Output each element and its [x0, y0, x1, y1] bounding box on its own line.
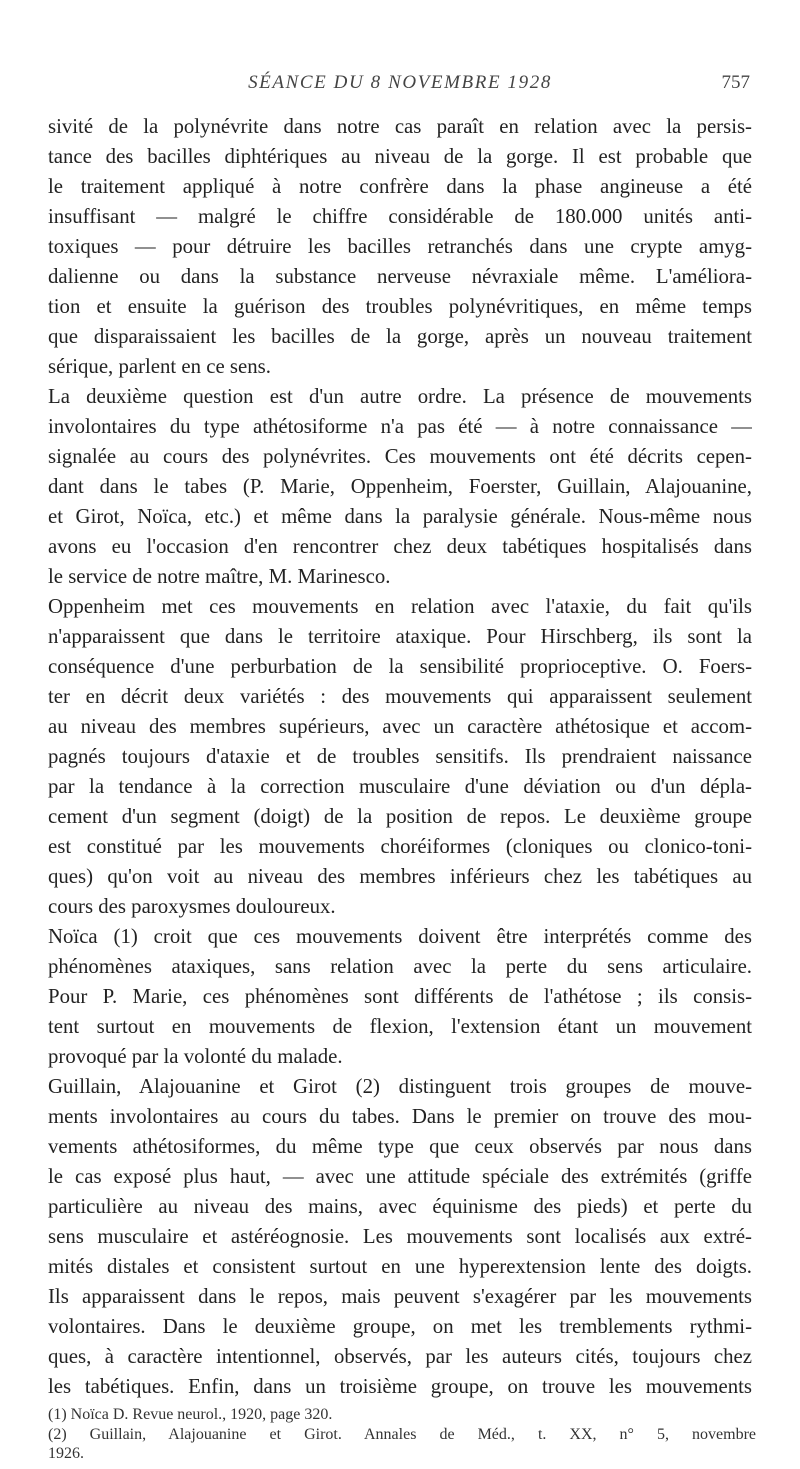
text-line: ques) qu'on voit au niveau des membres inférieurs chez les tabétiques au	[48, 865, 752, 888]
text-line: Ils apparaissent dans le repos, mais peuvent s'exagérer par les mouvements	[48, 1285, 752, 1308]
text-line: dalienne ou dans la substance nerveuse névraxiale même. L'améliora-	[48, 265, 752, 288]
text-line: La deuxième question est d'un autre ordre. La présence de mouvements	[48, 385, 752, 408]
text-line: phénomènes ataxiques, sans relation avec la perte du sens articulaire.	[48, 955, 752, 978]
text-line: toxiques — pour détruire les bacilles retranchés dans une crypte amyg-	[48, 235, 752, 258]
running-title: SÉANCE DU 8 NOVEMBRE 1928	[248, 72, 552, 93]
text-line: Oppenheim met ces mouvements en relation avec l'ataxie, du fait qu'ils	[48, 595, 752, 618]
text-line: cours des paroxysmes douloureux.	[48, 895, 336, 918]
text-line: involontaires du type athétosiforme n'a pas été — à notre connaissance —	[48, 415, 752, 438]
footnote-1: (1) Noïca D. Revue neurol., 1920, page 320.	[48, 1406, 333, 1423]
text-line: Guillain, Alajouanine et Girot (2) distinguent trois groupes de mouve-	[48, 1075, 752, 1098]
text-line: dant dans le tabes (P. Marie, Oppenheim, Foerster, Guillain, Alajouanine,	[48, 475, 752, 498]
text-line: volontaires. Dans le deuxième groupe, on met les tremblements rythmi-	[48, 1315, 752, 1338]
text-line: le traitement appliqué à notre confrère dans la phase angineuse a été	[48, 175, 752, 198]
text-line: conséquence d'une perburbation de la sensibilité proprioceptive. O. Foers-	[48, 655, 752, 678]
text-line: avons eu l'occasion d'en rencontrer chez deux tabétiques hospitalisés dans	[48, 535, 752, 558]
text-line: est constitué par les mouvements choréiformes (cloniques ou clonico-toni-	[48, 835, 752, 858]
text-line: et Girot, Noïca, etc.) et même dans la paralysie générale. Nous-même nous	[48, 505, 752, 528]
text-line: sivité de la polynévrite dans notre cas paraît en relation avec la persis-	[48, 115, 752, 138]
text-line: sérique, parlent en ce sens.	[48, 355, 271, 378]
text-line: le cas exposé plus haut, — avec une attitude spéciale des extrémités (griffe	[48, 1165, 752, 1188]
text-line: signalée au cours des polynévrites. Ces mouvements ont été décrits cepen-	[48, 445, 752, 468]
text-line: tion et ensuite la guérison des troubles polynévritiques, en même temps	[48, 295, 752, 318]
text-line: provoqué par la volonté du malade.	[48, 1045, 343, 1068]
text-line: tent surtout en mouvements de flexion, l'extension étant un mouvement	[48, 1015, 752, 1038]
text-line: insuffisant — malgré le chiffre considérable de 180.000 unités anti-	[48, 205, 752, 228]
text-line: sens musculaire et astéréognosie. Les mouvements sont localisés aux extré-	[48, 1225, 752, 1248]
text-line: Pour P. Marie, ces phénomènes sont différents de l'athétose ; ils consis-	[48, 985, 752, 1008]
text-line: ques, à caractère intentionnel, observés, par les auteurs cités, toujours chez	[48, 1345, 752, 1368]
text-line: ter en décrit deux variétés : des mouvements qui apparaissent seulement	[48, 685, 752, 708]
page-number: 757	[721, 72, 750, 93]
text-line: particulière au niveau des mains, avec équinisme des pieds) et perte du	[48, 1195, 752, 1218]
text-line: pagnés toujours d'ataxie et de troubles sensitifs. Ils prendraient naissance	[48, 745, 752, 768]
text-line: ments involontaires au cours du tabes. Dans le premier on trouve des mou-	[48, 1105, 752, 1128]
text-line: que disparaissaient les bacilles de la gorge, après un nouveau traitement	[48, 325, 752, 348]
footnote-2: (2) Guillain, Alajouanine et Girot. Annales de Méd., t. XX, n° 5, novembre	[48, 1426, 756, 1443]
text-line: les tabétiques. Enfin, dans un troisième groupe, on trouve les mouvements	[48, 1375, 752, 1398]
text-line: le service de notre maître, M. Marinesco.	[48, 565, 391, 588]
page-header	[40, 72, 760, 96]
text-line: mités distales et consistent surtout en une hyperextension lente des doigts.	[48, 1255, 752, 1278]
text-line: cement d'un segment (doigt) de la position de repos. Le deuxième groupe	[48, 805, 752, 828]
text-line: par la tendance à la correction musculaire d'une déviation ou d'un dépla-	[48, 775, 752, 798]
text-line: n'apparaissent que dans le territoire ataxique. Pour Hirschberg, ils sont la	[48, 625, 752, 648]
footnote-2-continued: 1926.	[48, 1445, 84, 1462]
text-line: au niveau des membres supérieurs, avec un caractère athétosique et accom-	[48, 715, 752, 738]
text-line: vements athétosiformes, du même type que ceux observés par nous dans	[48, 1135, 752, 1158]
text-line: tance des bacilles diphtériques au niveau de la gorge. Il est probable que	[48, 145, 752, 168]
text-line: Noïca (1) croit que ces mouvements doivent être interprétés comme des	[48, 925, 752, 948]
